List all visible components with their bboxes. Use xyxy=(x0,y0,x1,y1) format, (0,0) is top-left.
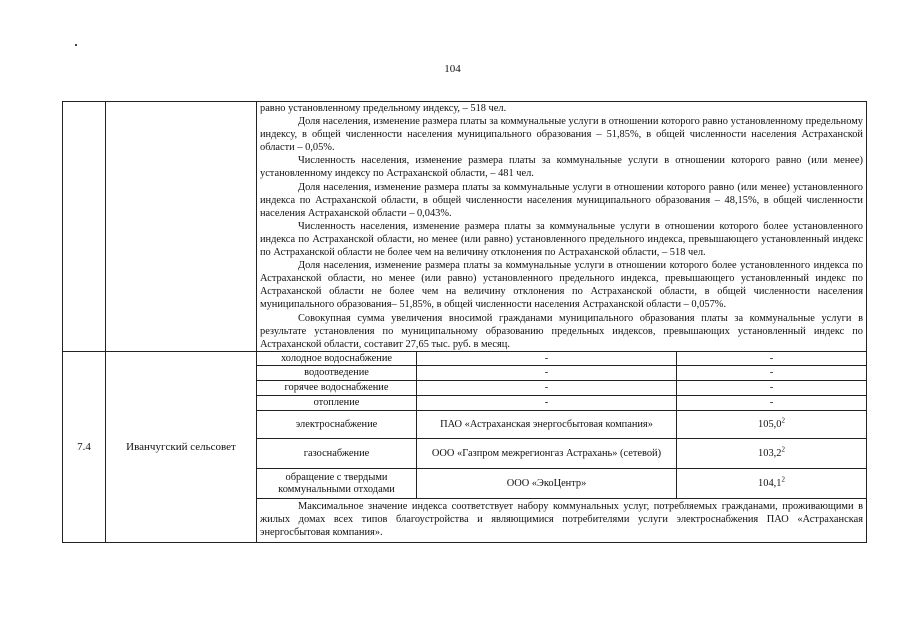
service-index: - xyxy=(677,381,867,396)
index-note xyxy=(257,499,866,541)
row-7-4 xyxy=(63,351,867,542)
paragraph: Численность населения, изменение размера платы за коммунальные услуги в отношении которого более установленного индекса по Астраханской области, но менее (или равно) установленного предельного индекса, превышающего установленный индекс по Астраханской области не более чем на величину отклонения по Астраханской области, – 518 чел. xyxy=(260,220,863,259)
municipality-cell-empty xyxy=(106,102,257,352)
index-value: 103,2 xyxy=(758,447,782,459)
service-row xyxy=(257,411,866,439)
footnote-mark: 2 xyxy=(781,475,785,484)
continuation-text xyxy=(257,102,866,351)
service-index: - xyxy=(677,396,867,411)
scan-speck xyxy=(75,44,77,46)
index-value: 104,1 xyxy=(758,477,782,489)
service-provider: - xyxy=(417,352,677,366)
service-index: - xyxy=(677,352,867,366)
paragraph: Доля населения, изменение размера платы за коммунальные услуги в отношении которого равно установленному предельному индексу, в общей численности населения муниципального образования – 51,85%, в общей численности населения Астраханской области – 0,05%. xyxy=(260,116,863,154)
service-name: холодное водоснабжение xyxy=(257,352,417,366)
service-provider: ПАО «Астраханская энергосбытовая компания» xyxy=(417,411,677,439)
service-index xyxy=(677,439,867,469)
row-number: 7.4 xyxy=(63,351,106,542)
page-number: 104 xyxy=(444,63,461,75)
service-index: - xyxy=(677,366,867,381)
service-name: газоснабжение xyxy=(257,439,417,469)
service-row xyxy=(257,469,866,499)
service-provider: - xyxy=(417,366,677,381)
services-table xyxy=(257,352,866,500)
service-row xyxy=(257,366,866,381)
service-name: горячее водоснабжение xyxy=(257,381,417,396)
continuation-row xyxy=(63,102,867,352)
service-index xyxy=(677,411,867,439)
paragraph: Совокупная сумма увеличения вносимой гражданами муниципального образования платы за коммунальные услуги в результате установления по муниципальному образованию предельных индексов, превышающих установленный индекс по Астраханской области, составит 27,65 тыс. руб. в месяц. xyxy=(260,312,863,350)
service-index xyxy=(677,469,867,499)
paragraph: Доля населения, изменение размера платы за коммунальные услуги в отношении которого равно (или менее) установленного индекса по Астраханской области, в общей численности населения муниципального образования – 48,15%, в общей численности населения Астраханской области – 0,043%. xyxy=(260,181,863,219)
service-row xyxy=(257,381,866,396)
service-provider: ООО «ЭкоЦентр» xyxy=(417,469,677,499)
service-name: обращение с твердыми коммунальными отходами xyxy=(257,469,417,499)
service-row xyxy=(257,352,866,366)
service-name: электроснабжение xyxy=(257,411,417,439)
service-row xyxy=(257,439,866,469)
service-name: водоотведение xyxy=(257,366,417,381)
note-paragraph: Максимальное значение индекса соответствует набору коммунальных услуг, потребляемых гражданами, проживающими в жилых домах всех типов благоустройства и являющимися потребителями услуги электроснабжения ПАО «Астраханская энергосбытовая компания». xyxy=(260,501,863,539)
row-number-cell-empty xyxy=(63,102,106,352)
service-provider: ООО «Газпром межрегионгаз Астрахань» (сетевой) xyxy=(417,439,677,469)
footnote-mark: 2 xyxy=(781,445,785,454)
municipal-index-table xyxy=(62,101,867,543)
paragraph: Доля населения, изменение размера платы за коммунальные услуги в отношении которого более установленного индекса по Астраханской области, но менее (или равно) установленного предельного индекса, превышающего установленный индекс по Астраханской области не более чем на величину отклонения по Астраханской области, в общей численности населения муниципального образования– 51,85%, в общей численности населения Астраханской области – 0,057%. xyxy=(260,260,863,311)
service-name: отопление xyxy=(257,396,417,411)
services-cell xyxy=(257,351,867,542)
service-provider: - xyxy=(417,381,677,396)
service-provider: - xyxy=(417,396,677,411)
continuation-text-cell xyxy=(257,102,867,352)
paragraph: Численность населения, изменение размера платы за коммунальные услуги в отношении которого равно (или менее) установленному индексу по Астраханской области, – 481 чел. xyxy=(260,155,863,180)
municipality-name: Иванчугский сельсовет xyxy=(106,351,257,542)
footnote-mark: 2 xyxy=(781,416,785,425)
index-value: 105,0 xyxy=(758,418,782,430)
service-row xyxy=(257,396,866,411)
paragraph: равно установленному предельному индексу, – 518 чел. xyxy=(260,103,507,114)
